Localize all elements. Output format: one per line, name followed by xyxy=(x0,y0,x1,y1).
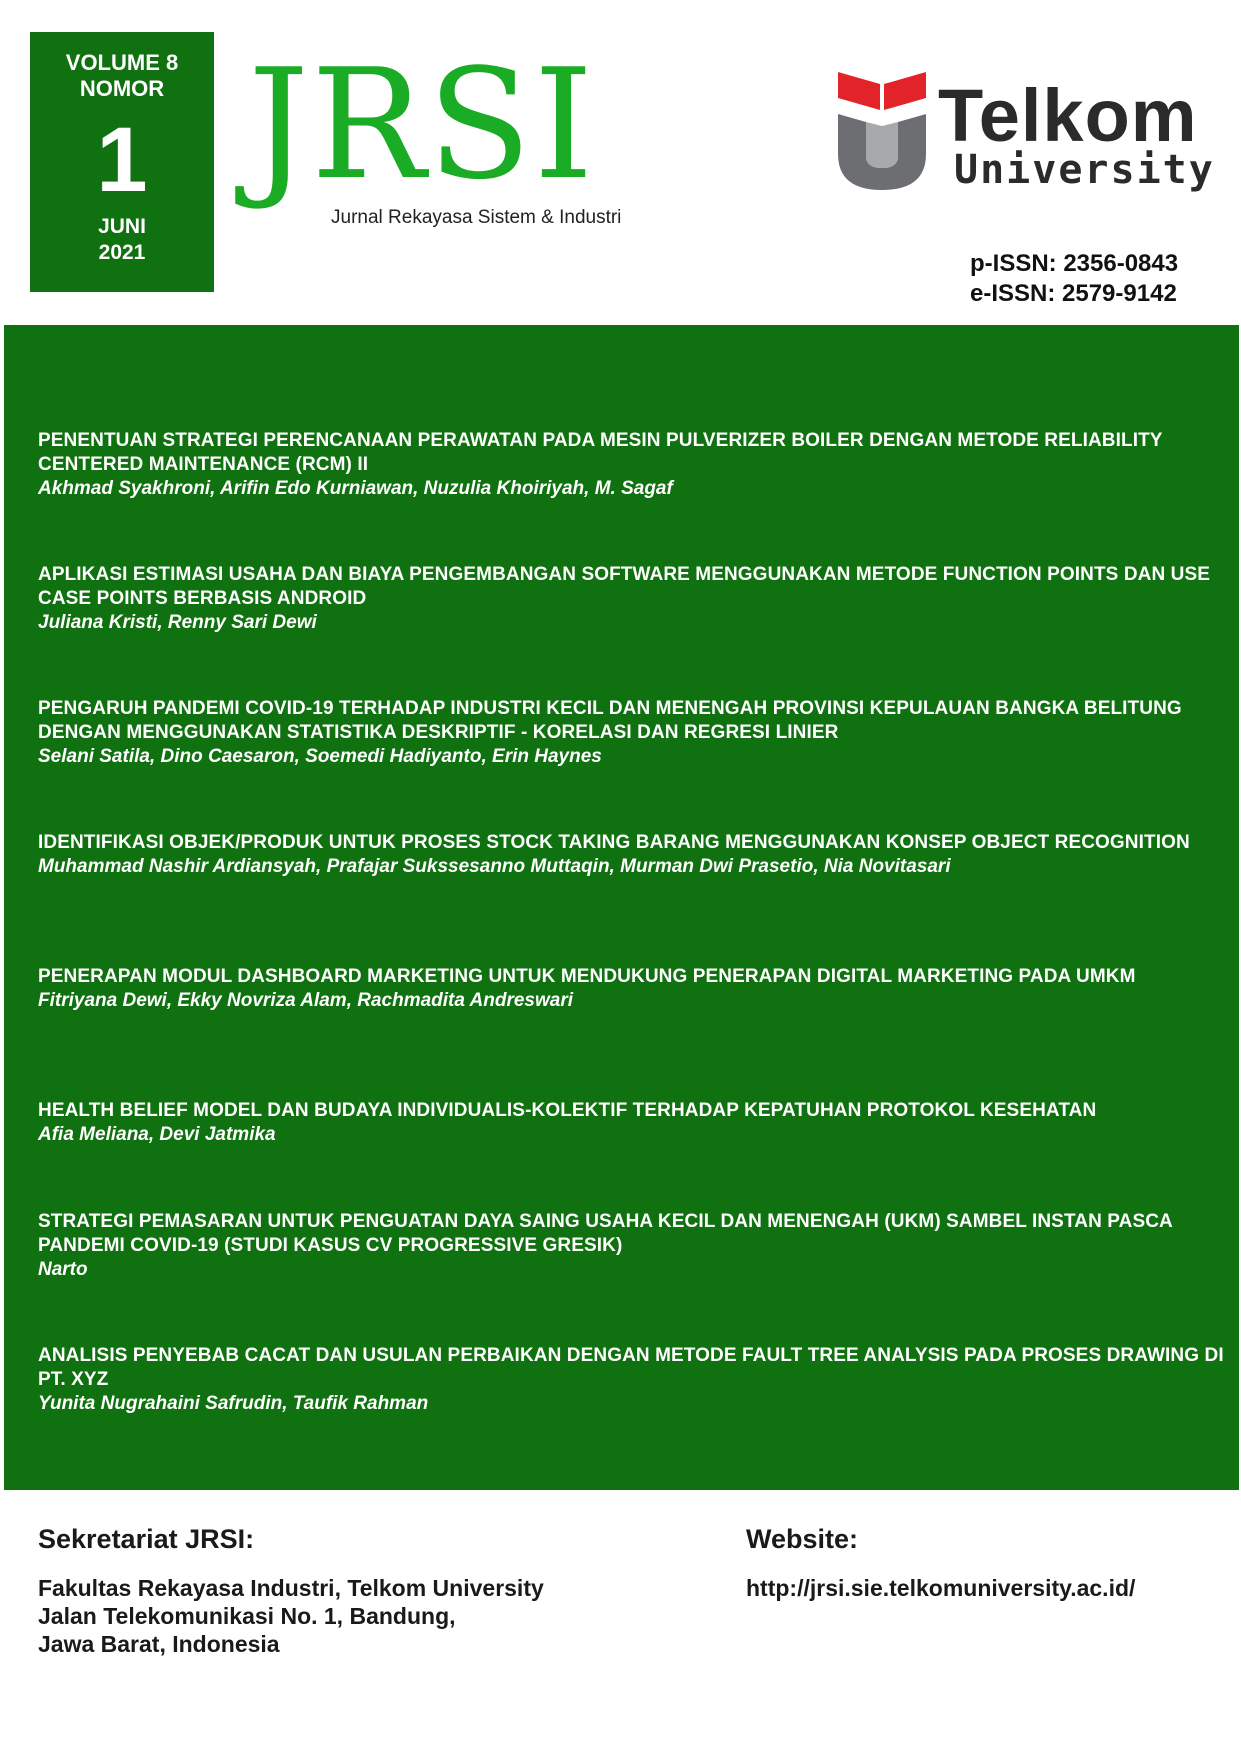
issue-year: 2021 xyxy=(98,241,146,264)
article-title: PENERAPAN MODUL DASHBOARD MARKETING UNTUK MENDUKUNG PENERAPAN DIGITAL MARKETING PADA UMKM xyxy=(38,966,1136,987)
article-title: ANALISIS PENYEBAB CACAT DAN USULAN PERBAIKAN DENGAN METODE FAULT TREE ANALYSIS PADA PROSES DRAWING DI PT. XYZ xyxy=(38,1345,1224,1390)
article-authors: Muhammad Nashir Ardiansyah, Prafajar Sukssesanno Muttaqin, Murman Dwi Prasetio, Nia Novitasari xyxy=(38,856,951,877)
article-entry xyxy=(38,831,1228,879)
article-authors: Fitriyana Dewi, Ekky Novriza Alam, Rachmadita Andreswari xyxy=(38,990,574,1011)
address-line: Jawa Barat, Indonesia xyxy=(38,1631,280,1657)
article-title: STRATEGI PEMASARAN UNTUK PENGUATAN DAYA SAING USAHA KECIL DAN MENENGAH (UKM) SAMBEL INSTAN PASCA PANDEMI COVID-19 (STUDI KASUS CV PROGRESSIVE GRESIK) xyxy=(38,1211,1173,1256)
article-authors: Yunita Nugrahaini Safrudin, Taufik Rahman xyxy=(38,1393,429,1414)
nomor-label: NOMOR xyxy=(79,76,165,101)
article-authors: Afia Meliana, Devi Jatmika xyxy=(38,1124,276,1145)
article-authors: Narto xyxy=(38,1259,88,1280)
article-title: PENGARUH PANDEMI COVID-19 TERHADAP INDUSTRI KECIL DAN MENENGAH PROVINSI KEPULAUAN BANGKA BELITUNG DENGAN MENGGUNAKAN STATISTIKA DESKRIPTIF - KORELASI DAN REGRESI LINIER xyxy=(38,698,1182,743)
website-heading: Website: xyxy=(746,1524,859,1554)
address-line: Fakultas Rekayasa Industri, Telkom University xyxy=(38,1575,544,1601)
p-issn: p-ISSN: 2356-0843 xyxy=(970,250,1179,277)
issue-number: 1 xyxy=(96,109,148,211)
article-list-panel xyxy=(4,325,1239,1490)
website-link[interactable]: http://jrsi.sie.telkomuniversity.ac.id/ xyxy=(746,1575,1136,1601)
article-entry xyxy=(38,697,1228,769)
article-title: IDENTIFIKASI OBJEK/PRODUK UNTUK PROSES STOCK TAKING BARANG MENGGUNAKAN KONSEP OBJECT RECOGNITION xyxy=(38,832,1190,853)
volume-label: VOLUME 8 xyxy=(65,50,179,75)
article-title: PENENTUAN STRATEGI PERENCANAAN PERAWATAN PADA MESIN PULVERIZER BOILER DENGAN METODE RELIABILITY CENTERED MAINTENANCE (RCM) II xyxy=(38,430,1163,475)
article-entry xyxy=(38,429,1228,501)
journal-subtitle: Jurnal Rekayasa Sistem & Industri xyxy=(331,207,622,228)
volume-box xyxy=(30,32,214,292)
telkom-university-icon xyxy=(838,70,926,192)
article-entry xyxy=(38,1344,1228,1416)
article-entry xyxy=(38,563,1228,635)
article-title: HEALTH BELIEF MODEL DAN BUDAYA INDIVIDUALIS-KOLEKTIF TERHADAP KEPATUHAN PROTOKOL KESEHATAN xyxy=(38,1100,1097,1121)
address-line: Jalan Telekomunikasi No. 1, Bandung, xyxy=(38,1603,456,1629)
journal-logo: JRSI xyxy=(248,36,596,213)
secretariat-heading: Sekretariat JRSI: xyxy=(38,1524,255,1554)
secretariat-address xyxy=(38,1574,544,1658)
telkom-logo-text: Telkom xyxy=(938,74,1198,157)
article-title: APLIKASI ESTIMASI USAHA DAN BIAYA PENGEMBANGAN SOFTWARE MENGGUNAKAN METODE FUNCTION POINTS DAN USE CASE POINTS BERBASIS ANDROID xyxy=(38,564,1211,609)
article-entry xyxy=(38,1210,1228,1282)
article-entry xyxy=(38,1099,1228,1147)
e-issn: e-ISSN: 2579-9142 xyxy=(970,280,1177,307)
article-authors: Juliana Kristi, Renny Sari Dewi xyxy=(38,612,317,633)
university-logo-text: University xyxy=(954,147,1215,193)
article-authors: Selani Satila, Dino Caesaron, Soemedi Hadiyanto, Erin Haynes xyxy=(38,746,602,767)
issue-month: JUNI xyxy=(98,215,146,238)
article-entry xyxy=(38,965,1228,1013)
article-authors: Akhmad Syakhroni, Arifin Edo Kurniawan, Nuzulia Khoiriyah, M. Sagaf xyxy=(38,478,673,499)
